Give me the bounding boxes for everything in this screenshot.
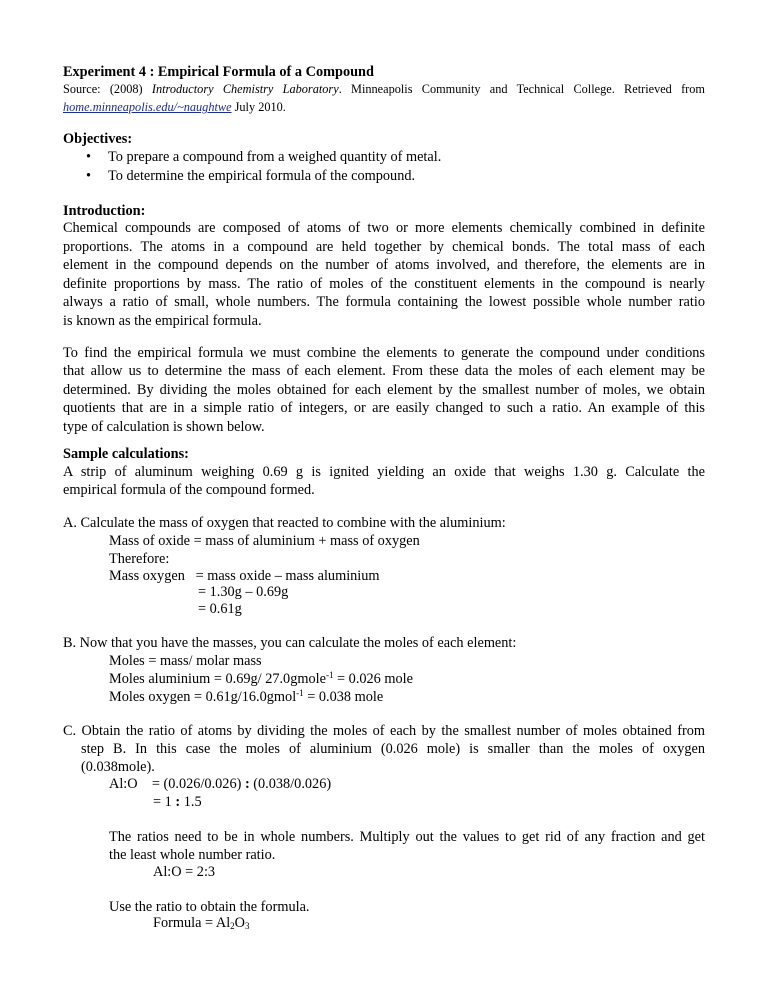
step-a-line: Mass of oxide = mass of aluminium + mass of oxygen bbox=[109, 533, 420, 549]
paragraph-line: quotients that are in a simple ratio of integers, or are easily changed to such a ratio. An example of this bbox=[63, 400, 705, 416]
objective-text: To prepare a compound from a weighed quantity of metal. bbox=[108, 149, 442, 165]
problem-line: A strip of aluminum weighing 0.69 g is ignited yielding an oxide that weighs 1.30 g. Calculate the bbox=[63, 464, 705, 480]
equation-text: Formula = Al bbox=[153, 915, 231, 931]
equation-text: Al:O = (0.026/0.026) bbox=[109, 776, 245, 792]
step-c-line: C. Obtain the ratio of atoms by dividing the moles of each by the smallest number of moles obtained from bbox=[63, 723, 705, 739]
paragraph-line: is known as the empirical formula. bbox=[63, 313, 262, 329]
source-citation-line-2 bbox=[63, 99, 705, 116]
step-b-moles-aluminium bbox=[109, 670, 751, 689]
problem-line: empirical formula of the compound formed. bbox=[63, 482, 315, 498]
step-b-moles-oxygen bbox=[109, 688, 751, 707]
step-c-whole-ratio: Al:O = 2:3 bbox=[153, 864, 216, 880]
equation-text: = 1 bbox=[153, 794, 176, 810]
bullet-icon: • bbox=[86, 168, 92, 184]
step-c-ratio-result bbox=[153, 793, 768, 812]
equation-text: 1.5 bbox=[180, 794, 202, 810]
objective-item bbox=[86, 148, 686, 167]
ratio-colon: : bbox=[244, 776, 250, 792]
step-c-use-ratio: Use the ratio to obtain the formula. bbox=[109, 899, 310, 915]
paragraph-line: type of calculation is shown below. bbox=[63, 419, 265, 435]
superscript: -1 bbox=[296, 688, 304, 698]
step-a-line: Therefore: bbox=[109, 551, 170, 567]
step-c-line: step B. In this case the moles of aluminium (0.026 mole) is smaller than the moles of oxygen bbox=[81, 741, 705, 757]
sample-calculations-heading: Sample calculations: bbox=[63, 446, 189, 462]
paragraph-line: To find the empirical formula we must combine the elements to generate the compound under conditions bbox=[63, 345, 705, 361]
equation-text: Moles oxygen = 0.61g/16.0gmol bbox=[109, 689, 297, 705]
ratio-colon: : bbox=[175, 794, 181, 810]
objective-item bbox=[86, 167, 686, 186]
step-b-line: Moles = mass/ molar mass bbox=[109, 653, 262, 669]
step-a-line: = 0.61g bbox=[198, 601, 242, 617]
equation-text: (0.038/0.026) bbox=[249, 776, 332, 792]
step-a-title: A. Calculate the mass of oxygen that reacted to combine with the aluminium: bbox=[63, 515, 506, 531]
equation-text: Moles aluminium = 0.69g/ 27.0gmole bbox=[109, 671, 326, 687]
step-a-line: = 1.30g – 0.69g bbox=[198, 584, 289, 600]
step-c-ratio bbox=[109, 775, 751, 794]
step-c-formula bbox=[153, 914, 768, 933]
step-c-line: (0.038mole). bbox=[81, 759, 155, 775]
paragraph-line: determined. By dividing the moles obtained for each element by the smallest number of moles, we obtain bbox=[63, 382, 705, 398]
source-prefix: Source: (2008) bbox=[63, 82, 152, 96]
source-date: July 2010. bbox=[231, 100, 286, 114]
paragraph-line: Chemical compounds are composed of atoms of two or more elements chemically combined in definite bbox=[63, 220, 705, 236]
paragraph-line: definite proportions by mass. The ratio of moles of the constituent elements in the compound is nearly bbox=[63, 276, 705, 292]
equation-text: = 0.038 mole bbox=[303, 689, 384, 705]
subscript: 3 bbox=[245, 921, 250, 931]
paragraph-line: always a ratio of small, whole numbers. The formula containing the lowest possible whole number ratio bbox=[63, 294, 705, 310]
subscript: 2 bbox=[230, 921, 235, 931]
introduction-heading: Introduction: bbox=[63, 203, 146, 219]
equation-text: = 0.026 mole bbox=[333, 671, 413, 687]
equation-text: O bbox=[234, 915, 245, 931]
step-b-title: B. Now that you have the masses, you can calculate the moles of each element: bbox=[63, 635, 517, 651]
source-link[interactable]: home.minneapolis.edu/~naughtwe bbox=[63, 100, 232, 114]
objectives-heading: Objectives: bbox=[63, 131, 133, 147]
step-c-whole-line: The ratios need to be in whole numbers. Multiply out the values to get rid of any fraction and get bbox=[109, 829, 705, 845]
step-c-whole-line: the least whole number ratio. bbox=[109, 847, 276, 863]
superscript: -1 bbox=[325, 670, 334, 680]
bullet-icon: • bbox=[86, 149, 92, 165]
source-suffix: . Minneapolis Community and Technical College. Retrieved from bbox=[338, 82, 705, 96]
objective-text: To determine the empirical formula of the compound. bbox=[108, 168, 416, 184]
experiment-title: Experiment 4 : Empirical Formula of a Compound bbox=[63, 64, 374, 80]
source-book-title: Introductory Chemistry Laboratory bbox=[151, 82, 339, 96]
paragraph-line: element in the compound depends on the number of atoms involved, and therefore, the elements are in bbox=[63, 257, 705, 273]
step-a-line: Mass oxygen = mass oxide – mass aluminium bbox=[109, 568, 380, 584]
paragraph-line: that allow us to determine the mass of each element. From these data the moles of each element may be bbox=[63, 363, 705, 379]
paragraph-line: proportions. The atoms in a compound are held together by chemical bonds. The total mass of each bbox=[63, 239, 705, 255]
